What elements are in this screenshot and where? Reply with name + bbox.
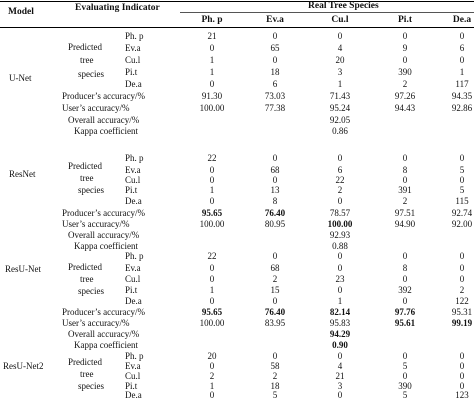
cell: 8 xyxy=(272,196,278,206)
row-label: Ph. p xyxy=(125,251,144,261)
cell: 0 xyxy=(209,43,215,53)
cell: 18 xyxy=(270,381,280,391)
cell: 0 xyxy=(459,361,465,371)
kappa-label: Kappa coefficient xyxy=(74,340,139,350)
cell: 0 xyxy=(459,274,465,284)
header-evaluating-indicator: Evaluating Indicator xyxy=(75,3,160,13)
cell: 78.57 xyxy=(329,208,351,218)
cell: 95.24 xyxy=(329,103,351,113)
cell: 2 xyxy=(272,274,278,284)
cell: 0 xyxy=(459,175,465,185)
cell: 6 xyxy=(272,79,278,89)
tree-label: tree xyxy=(80,369,94,379)
col-header-pi-t: Pi.t xyxy=(398,15,412,25)
overall-accuracy-label: Overall accuracy/% xyxy=(68,329,140,339)
cell: 0 xyxy=(272,296,278,306)
overall-accuracy-value: 94.29 xyxy=(329,329,351,339)
model-label: ResNet xyxy=(9,169,36,179)
cell: 82.14 xyxy=(329,307,351,317)
cell: 5 xyxy=(272,390,278,400)
cell: 5 xyxy=(459,165,465,175)
cell: 94.43 xyxy=(394,103,416,113)
cell: 100.00 xyxy=(199,103,225,113)
cell: 18 xyxy=(270,67,280,77)
cell: 1 xyxy=(209,55,215,65)
cell: 95.65 xyxy=(201,208,223,218)
cell: 0 xyxy=(402,296,408,306)
overall-accuracy-value: 92.05 xyxy=(329,115,351,125)
cell: 0 xyxy=(209,274,215,284)
producers-accuracy-label: Producer’s accuracy/% xyxy=(62,208,146,218)
cell: 0 xyxy=(459,381,465,391)
cell: 58 xyxy=(270,361,280,371)
cell: 0 xyxy=(272,55,278,65)
top-rule xyxy=(0,1,474,2)
cell: 0 xyxy=(272,175,278,185)
cell: 76.40 xyxy=(264,208,286,218)
row-label: Pi.t xyxy=(125,381,138,391)
row-label: Ev.a xyxy=(125,165,141,175)
cell: 65 xyxy=(270,43,280,53)
cell: 2 xyxy=(402,196,408,206)
kappa-value: 0.86 xyxy=(332,126,348,136)
cell: 95.83 xyxy=(329,318,351,328)
cell: 2 xyxy=(272,371,278,381)
row-label: Cu.l xyxy=(125,371,141,381)
row-label: Pi.t xyxy=(125,67,138,77)
cell: 15 xyxy=(270,285,280,295)
cell: 0 xyxy=(459,251,465,261)
cell: 4 xyxy=(337,43,343,53)
row-label: Ph. p xyxy=(125,153,144,163)
cell: 3 xyxy=(337,381,343,391)
cell: 0 xyxy=(459,263,465,273)
cell: 77.38 xyxy=(264,103,286,113)
cell: 22 xyxy=(207,251,217,261)
kappa-value: 0.90 xyxy=(332,340,348,350)
cell: 83.95 xyxy=(264,318,286,328)
col-header-ph-p: Ph. p xyxy=(201,15,223,25)
users-accuracy-label: User’s accuracy/% xyxy=(62,219,130,229)
cell: 71.43 xyxy=(329,91,351,101)
species-label: species xyxy=(78,185,104,195)
cell: 0 xyxy=(402,31,408,41)
cell: 0 xyxy=(337,31,343,41)
cell: 0 xyxy=(337,390,343,400)
cell: 4 xyxy=(337,361,343,371)
row-label: Pi.t xyxy=(125,285,138,295)
cell: 100.00 xyxy=(327,219,353,229)
cell: 0 xyxy=(402,153,408,163)
cell: 123 xyxy=(455,390,469,400)
row-label: De.a xyxy=(125,390,142,400)
cell: 1 xyxy=(337,79,343,89)
predicted-label: Predicted xyxy=(68,357,102,367)
cell: 73.03 xyxy=(264,91,286,101)
predicted-label: Predicted xyxy=(68,42,102,52)
cell: 0 xyxy=(402,175,408,185)
cell: 0 xyxy=(402,351,408,361)
model-label: ResU-Net xyxy=(5,264,41,274)
cell: 0 xyxy=(459,371,465,381)
cell: 0 xyxy=(209,361,215,371)
tree-label: tree xyxy=(80,55,94,65)
cell: 94.90 xyxy=(394,219,416,229)
users-accuracy-label: User’s accuracy/% xyxy=(62,103,130,113)
cell: 100.00 xyxy=(199,219,225,229)
cell: 0 xyxy=(209,175,215,185)
cell: 6 xyxy=(337,165,343,175)
row-label: Pi.t xyxy=(125,185,138,195)
cell: 95.61 xyxy=(394,318,416,328)
cell: 0 xyxy=(402,274,408,284)
cell: 5 xyxy=(459,185,465,195)
cell: 1 xyxy=(209,381,215,391)
cell: 21 xyxy=(335,371,345,381)
cell: 0 xyxy=(337,351,343,361)
cell: 0 xyxy=(272,251,278,261)
row-label: Ev.a xyxy=(125,361,141,371)
col-header-cu-l: Cu.l xyxy=(331,15,349,25)
cell: 2 xyxy=(402,79,408,89)
cell: 390 xyxy=(398,67,412,77)
row-label: Ev.a xyxy=(125,263,141,273)
cell: 80.95 xyxy=(264,219,286,229)
cell: 92.74 xyxy=(451,208,473,218)
header-bottom-rule xyxy=(0,27,474,28)
cell: 1 xyxy=(459,67,465,77)
cell: 22 xyxy=(335,175,345,185)
cell: 22 xyxy=(207,153,217,163)
cell: 92.00 xyxy=(451,219,473,229)
cell: 0 xyxy=(272,31,278,41)
cell: 0 xyxy=(402,251,408,261)
cell: 0 xyxy=(337,285,343,295)
cell: 1 xyxy=(209,185,215,195)
cell: 5 xyxy=(402,390,408,400)
cell: 76.40 xyxy=(264,307,286,317)
cell: 0 xyxy=(459,153,465,163)
cell: 9 xyxy=(402,43,408,53)
species-label: species xyxy=(78,69,104,79)
row-label: Ev.a xyxy=(125,43,141,53)
model-label: ResU-Net2 xyxy=(3,361,44,371)
cell: 97.51 xyxy=(394,208,416,218)
cell: 0 xyxy=(209,296,215,306)
producers-accuracy-label: Producer’s accuracy/% xyxy=(62,307,146,317)
cell: 20 xyxy=(207,351,217,361)
cell: 0 xyxy=(402,371,408,381)
cell: 0 xyxy=(459,31,465,41)
cell: 1 xyxy=(337,296,343,306)
cell: 2 xyxy=(459,285,465,295)
cell: 6 xyxy=(459,43,465,53)
header-real-tree-species: Real Tree Species xyxy=(308,1,379,11)
cell: 97.76 xyxy=(394,307,416,317)
col-header-ev-a: Ev.a xyxy=(266,15,284,25)
model-label: U-Net xyxy=(9,73,32,83)
row-label: Cu.l xyxy=(125,274,141,284)
cell: 1 xyxy=(209,285,215,295)
overall-accuracy-value: 92.93 xyxy=(329,230,351,240)
header-group-rule xyxy=(180,12,474,13)
cell: 117 xyxy=(455,79,469,89)
cell: 8 xyxy=(402,165,408,175)
cell: 95.31 xyxy=(451,307,473,317)
cell: 0 xyxy=(209,196,215,206)
cell: 0 xyxy=(209,263,215,273)
row-label: De.a xyxy=(125,196,142,206)
cell: 2 xyxy=(209,371,215,381)
species-label: species xyxy=(78,381,104,391)
kappa-value: 0.88 xyxy=(332,241,348,251)
cell: 95.65 xyxy=(201,307,223,317)
cell: 13 xyxy=(270,185,280,195)
cell: 21 xyxy=(207,31,217,41)
cell: 68 xyxy=(270,263,280,273)
cell: 0 xyxy=(337,263,343,273)
kappa-label: Kappa coefficient xyxy=(74,126,139,136)
species-label: species xyxy=(78,286,104,296)
cell: 97.26 xyxy=(394,91,416,101)
cell: 390 xyxy=(398,381,412,391)
row-label: De.a xyxy=(125,296,142,306)
overall-accuracy-label: Overall accuracy/% xyxy=(68,115,140,125)
cell: 391 xyxy=(398,185,412,195)
cell: 0 xyxy=(209,165,215,175)
cell: 392 xyxy=(398,285,412,295)
users-accuracy-label: User’s accuracy/% xyxy=(62,318,130,328)
cell: 8 xyxy=(402,263,408,273)
row-label: Ph. p xyxy=(125,351,144,361)
cell: 91.30 xyxy=(201,91,223,101)
cell: 0 xyxy=(209,390,215,400)
cell: 2 xyxy=(337,185,343,195)
cell: 5 xyxy=(402,361,408,371)
cell: 23 xyxy=(335,274,345,284)
cell: 1 xyxy=(209,67,215,77)
cell: 115 xyxy=(455,196,469,206)
cell: 0 xyxy=(337,251,343,261)
row-label: Cu.l xyxy=(125,55,141,65)
cell: 0 xyxy=(272,351,278,361)
row-label: De.a xyxy=(125,79,142,89)
cell: 122 xyxy=(455,296,469,306)
row-label: Ph. p xyxy=(125,31,144,41)
cell: 0 xyxy=(272,153,278,163)
producers-accuracy-label: Producer’s accuracy/% xyxy=(62,91,146,101)
cell: 99.19 xyxy=(451,318,473,328)
cell: 0 xyxy=(209,79,215,89)
cell: 100.00 xyxy=(199,318,225,328)
tree-label: tree xyxy=(80,274,94,284)
overall-accuracy-label: Overall accuracy/% xyxy=(68,230,140,240)
cell: 94.35 xyxy=(451,91,473,101)
cell: 0 xyxy=(337,153,343,163)
cell: 0 xyxy=(337,196,343,206)
row-label: Cu.l xyxy=(125,175,141,185)
predicted-label: Predicted xyxy=(68,262,102,272)
kappa-label: Kappa coefficient xyxy=(74,241,139,251)
header-model: Model xyxy=(8,7,34,17)
cell: 92.86 xyxy=(451,103,473,113)
col-header-de-a: De.a xyxy=(452,15,472,25)
cell: 20 xyxy=(335,55,345,65)
predicted-label: Predicted xyxy=(68,161,102,171)
cell: 3 xyxy=(337,67,343,77)
tree-label: tree xyxy=(80,173,94,183)
cell: 0 xyxy=(402,55,408,65)
cell: 0 xyxy=(459,55,465,65)
cell: 68 xyxy=(270,165,280,175)
cell: 0 xyxy=(459,351,465,361)
